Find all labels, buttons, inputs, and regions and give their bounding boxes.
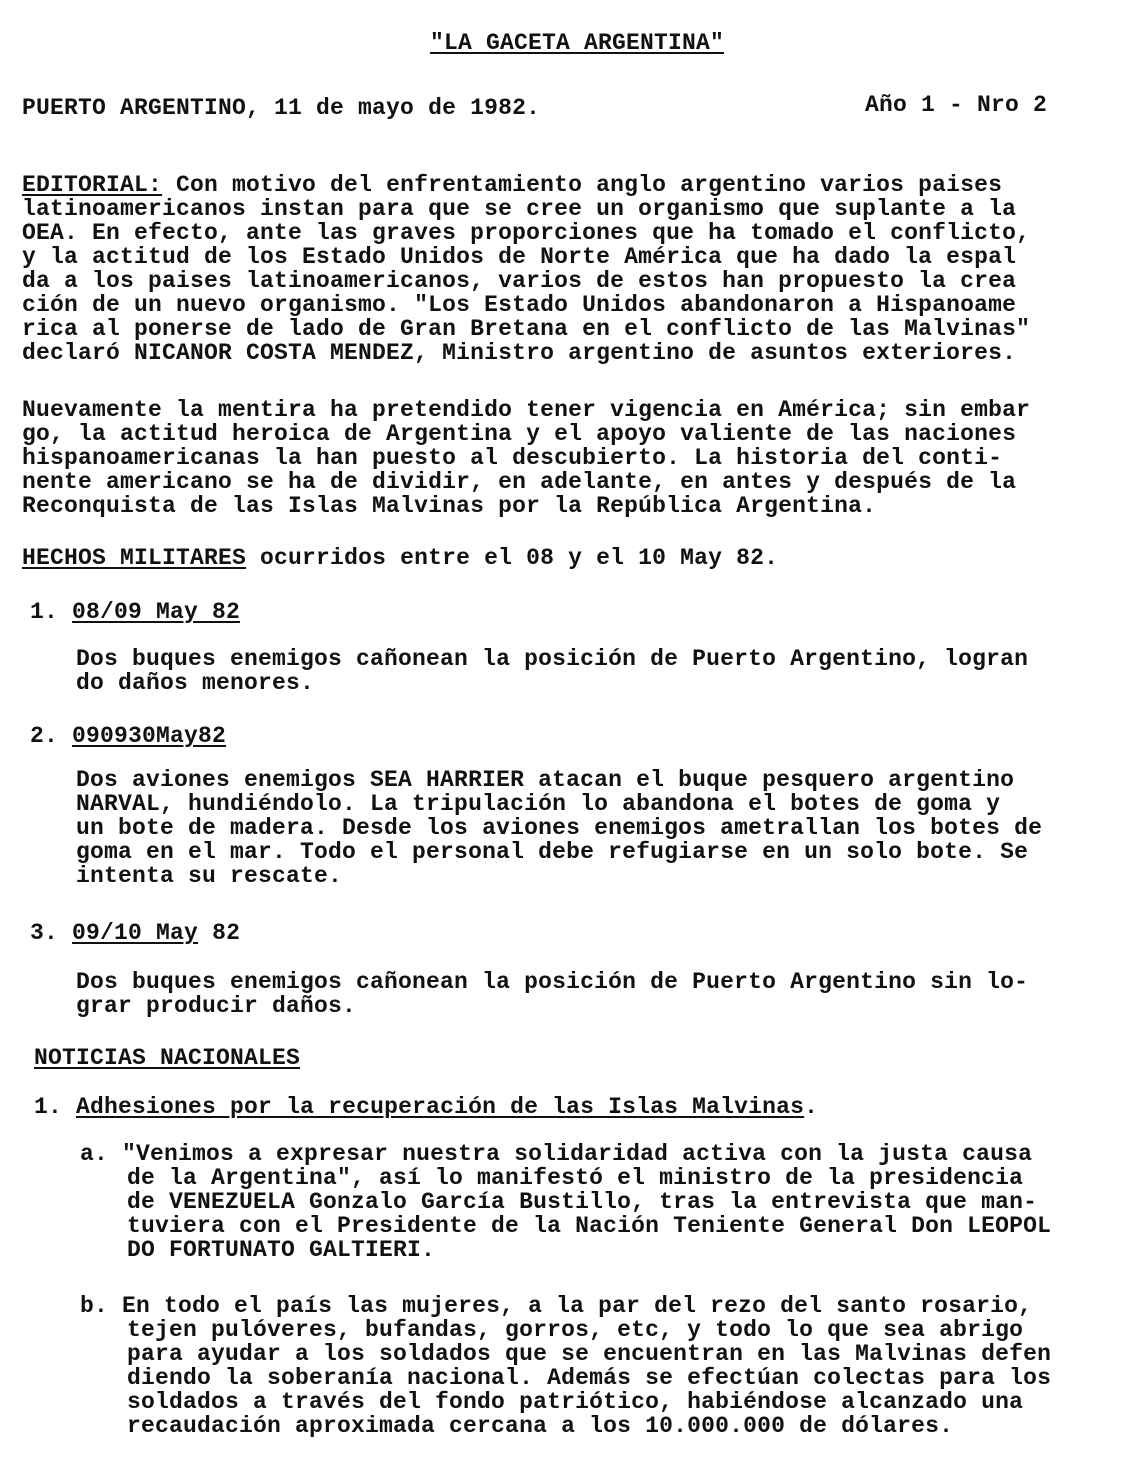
editorial-heading: EDITORIAL: bbox=[22, 172, 163, 198]
national-subitem-line: tuviera con el Presidente de la Nación Teniente General Don LEOPOL bbox=[127, 1213, 1052, 1239]
national-subitem-line: DO FORTUNATO GALTIERI. bbox=[127, 1237, 436, 1263]
national-subitem-line: tejen pulóveres, bufandas, gorros, etc, y todo lo que sea abrigo bbox=[127, 1317, 1024, 1343]
military-heading: HECHOS MILITARES bbox=[22, 545, 247, 571]
national-subitem-line: diendo la soberanía nacional. Además se efectúan colectas para los bbox=[127, 1365, 1052, 1391]
editorial-line: go, la actitud heroica de Argentina y el apoyo valiente de las naciones bbox=[22, 421, 1017, 447]
editorial-line: Nuevamente la mentira ha pretendido tener vigencia en América; sin embar bbox=[22, 397, 1031, 423]
editorial-line: declaró NICANOR COSTA MENDEZ, Ministro argentino de asuntos exteriores. bbox=[22, 340, 1017, 366]
editorial-line: nente americano se ha de dividir, en adelante, en antes y después de la bbox=[22, 469, 1017, 495]
editorial-line: EDITORIAL: Con motivo del enfrentamiento anglo argentino varios paises bbox=[22, 172, 1003, 198]
national-subitem-line: de la Argentina", así lo manifestó el ministro de la presidencia bbox=[127, 1165, 1024, 1191]
editorial-line: Reconquista de las Islas Malvinas por la República Argentina. bbox=[22, 493, 877, 519]
editorial-line: OEA. En efecto, ante las graves proporciones que ha tomado el conflicto, bbox=[22, 220, 1031, 246]
military-item-line: un bote de madera. Desde los aviones enemigos ametrallan los botes de bbox=[76, 815, 1043, 841]
national-subitem-line: soldados a través del fondo patriótico, habiéndose alcanzado una bbox=[127, 1389, 1024, 1415]
military-item-line: NARVAL, hundiéndolo. La tripulación lo abandona el botes de goma y bbox=[76, 791, 1001, 817]
editorial-line: da a los paises latinoamericanos, varios de estos han propuesto la crea bbox=[22, 268, 1017, 294]
editorial-line: y la actitud de los Estado Unidos de Norte América que ha dado la espal bbox=[22, 244, 1017, 270]
editorial-line: ción de un nuevo organismo. "Los Estado Unidos abandonaron a Hispanoame bbox=[22, 292, 1017, 318]
military-item-line: do daños menores. bbox=[76, 670, 315, 696]
military-heading-line: HECHOS MILITARES ocurridos entre el 08 y el 10 May 82. bbox=[22, 545, 779, 571]
military-item-line: Dos buques enemigos cañonean la posición de Puerto Argentino sin lo- bbox=[76, 969, 1029, 995]
national-subitem-line: para ayudar a los soldados que se encuentran en las Malvinas defen bbox=[127, 1341, 1052, 1367]
national-subitem-line: de VENEZUELA Gonzalo García Bustillo, tras la entrevista que man- bbox=[127, 1189, 1038, 1215]
military-item-title: 3. 09/10 May 82 bbox=[30, 920, 241, 946]
national-item-title: 1. Adhesiones por la recuperación de las Islas Malvinas. bbox=[34, 1094, 819, 1120]
issue-number: Año 1 - Nro 2 bbox=[865, 92, 1048, 118]
place-date: PUERTO ARGENTINO, 11 de mayo de 1982. bbox=[22, 95, 541, 121]
editorial-line: hispanoamericanas la han puesto al descubierto. La historia del conti- bbox=[22, 445, 1003, 471]
national-subitem-line: a. "Venimos a expresar nuestra solidaridad activa con la justa causa bbox=[80, 1141, 1033, 1167]
editorial-line: latinoamericanos instan para que se cree un organismo que suplante a la bbox=[22, 196, 1017, 222]
national-subitem-line: b. En todo el país las mujeres, a la par del rezo del santo rosario, bbox=[80, 1293, 1033, 1319]
military-item-title: 2. 090930May82 bbox=[30, 723, 227, 749]
military-item-title: 1. 08/09 May 82 bbox=[30, 599, 241, 625]
national-heading: NOTICIAS NACIONALES bbox=[34, 1045, 301, 1071]
military-item-line: Dos aviones enemigos SEA HARRIER atacan el buque pesquero argentino bbox=[76, 767, 1015, 793]
editorial-line: rica al ponerse de lado de Gran Bretana en el conflicto de las Malvinas" bbox=[22, 316, 1031, 342]
military-item-line: grar producir daños. bbox=[76, 993, 357, 1019]
military-item-line: Dos buques enemigos cañonean la posición de Puerto Argentino, logran bbox=[76, 646, 1029, 672]
newspaper-title: "LA GACETA ARGENTINA" bbox=[430, 30, 725, 56]
military-item-line: intenta su rescate. bbox=[76, 863, 343, 889]
military-item-line: goma en el mar. Todo el personal debe refugiarse en un solo bote. Se bbox=[76, 839, 1029, 865]
national-subitem-line: recaudación aproximada cercana a los 10.000.000 de dólares. bbox=[127, 1413, 954, 1439]
